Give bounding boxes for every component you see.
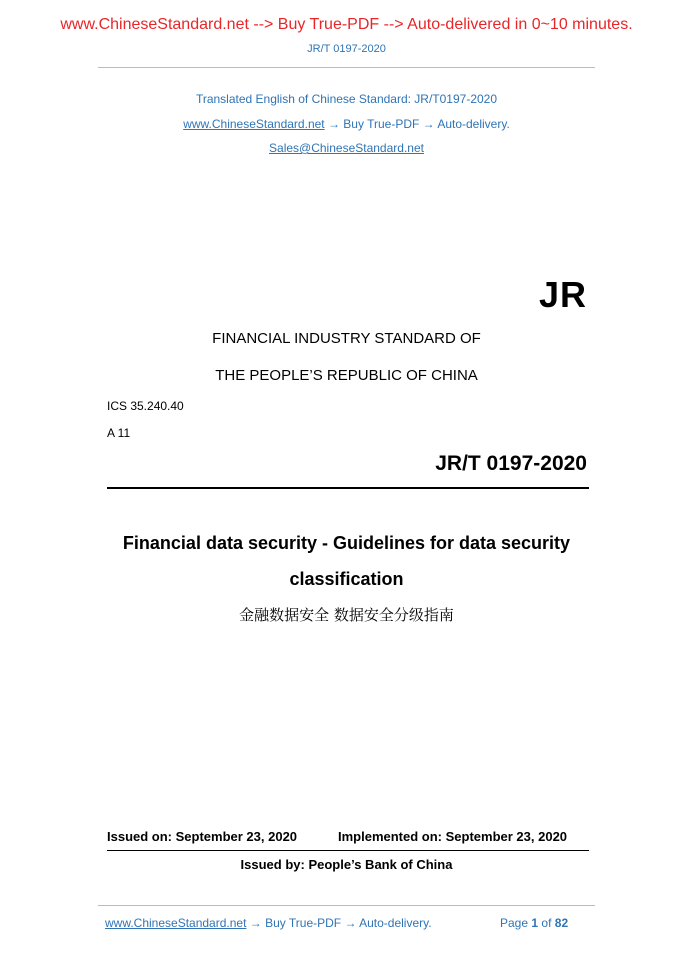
page-of: of xyxy=(541,916,552,930)
footer-buy-text: → Buy True-PDF → Auto-delivery. xyxy=(246,916,432,930)
email-link[interactable]: Sales@ChineseStandard.net xyxy=(269,141,424,155)
dates-divider xyxy=(107,850,589,851)
ccs-code: A 11 xyxy=(107,426,131,440)
page-label: Page xyxy=(500,916,529,930)
standard-title-line1: FINANCIAL INDUSTRY STANDARD OF xyxy=(212,330,481,347)
site-link[interactable]: www.ChineseStandard.net xyxy=(183,117,325,131)
title-divider xyxy=(107,487,589,489)
issued-date: Issued on: September 23, 2020 xyxy=(107,829,298,844)
footer-buy-line xyxy=(105,916,432,930)
page-current: 1 xyxy=(531,916,539,930)
top-banner[interactable]: www.ChineseStandard.net --> Buy True-PDF --> Auto-delivered in 0~10 minutes. xyxy=(60,16,633,33)
email-line xyxy=(0,141,693,155)
header-divider xyxy=(98,67,595,68)
issuer: Issued by: People’s Bank of China xyxy=(240,857,453,872)
implemented-date: Implemented on: September 23, 2020 xyxy=(338,829,568,844)
series-mark: JR xyxy=(538,274,587,315)
document-title-line1: Financial data security - Guidelines for data security xyxy=(122,533,571,553)
document-title-line2: classification xyxy=(289,569,404,589)
footer-site-link[interactable]: www.ChineseStandard.net xyxy=(105,916,247,930)
standard-title-line2: THE PEOPLE’S REPUBLIC OF CHINA xyxy=(215,367,478,384)
standard-code: JR/T 0197-2020 xyxy=(435,452,587,475)
running-header: JR/T 0197-2020 xyxy=(307,43,386,55)
footer-divider xyxy=(98,905,595,906)
page-number xyxy=(500,916,568,930)
translation-notice: Translated English of Chinese Standard: JR/T0197-2020 xyxy=(195,92,498,106)
buy-line-text: → Buy True-PDF → Auto-delivery. xyxy=(324,117,510,131)
ics-code: ICS 35.240.40 xyxy=(107,399,184,413)
document-title-chinese: 金融数据安全 数据安全分级指南 xyxy=(239,606,454,624)
buy-line xyxy=(0,117,693,131)
page-total: 82 xyxy=(554,916,569,930)
